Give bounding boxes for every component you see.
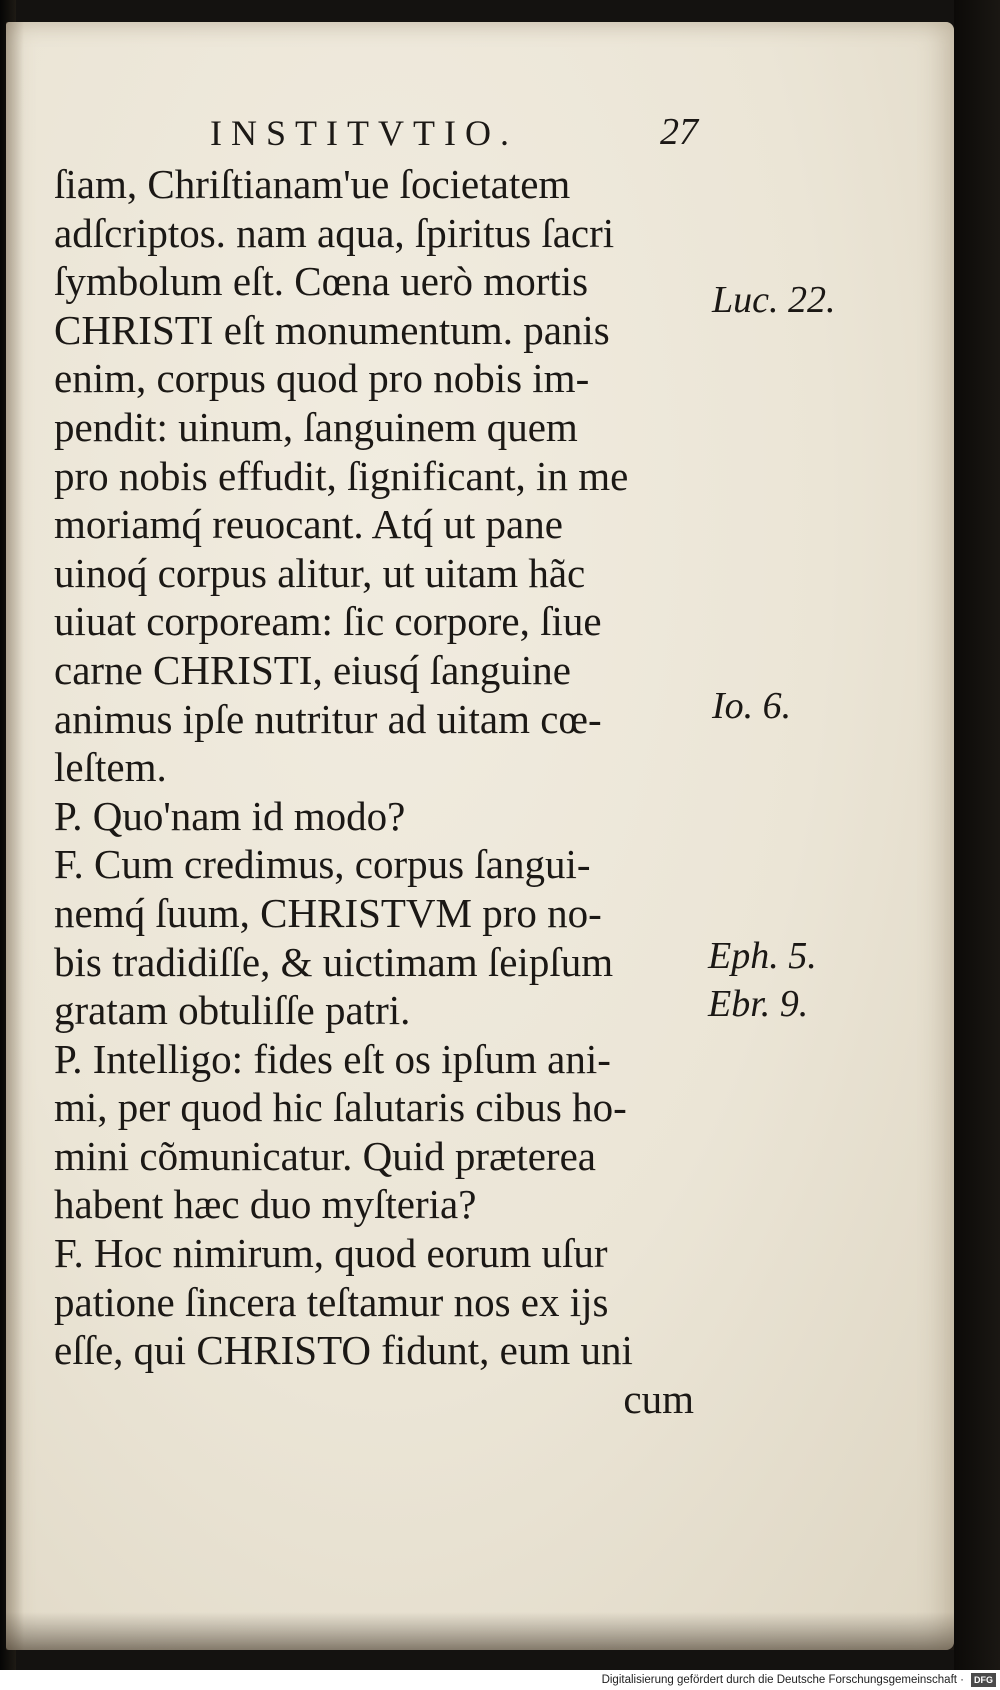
text-line: nemq́ ſuum, CHRISTVM pro no- [54,889,602,936]
text-line: gratam obtuliſſe patri. [54,987,411,1034]
dfg-logo: DFG [971,1673,996,1687]
text-line: uinoq́ corpus alitur, ut uitam hãc [54,549,586,596]
page-bottom-shadow [6,1612,954,1650]
text-line: bis tradidiſſe, & uictimam ſeipſum [54,938,614,985]
text-line: pendit: uinum, ſanguinem quem [54,403,578,450]
digitization-footer [0,1670,1000,1690]
text-line: animus ipſe nutritur ad uitam cœ- [54,695,602,742]
text-line: moriamq́ reuocant. Atq́ ut pane [54,501,563,548]
text-line: mi, per quod hic ſalutaris cibus ho- [54,1084,627,1131]
text-line: eſſe, qui CHRISTO fidunt, eum uni [54,1327,633,1374]
margin-note-eph: Eph. 5. [708,935,817,977]
text-line: habent hæc duo myſteria? [54,1181,477,1228]
text-line: ſymbolum eſt. Cœna uerò mortis [54,258,589,305]
page-header [190,112,710,160]
scan-right-edge [954,0,1000,1690]
text-line: carne CHRISTI, eiusq́ ſanguine [54,646,571,693]
text-line: F. Cum credimus, corpus ſangui- [54,841,591,888]
catchword: cum [623,1375,694,1422]
text-line: P. Quo'nam id modo? [54,792,406,839]
text-line: F. Hoc nimirum, quod eorum uſur [54,1230,608,1277]
text-line: uiuat corpoream: ſic corpore, ſiue [54,598,602,645]
page-spine-shadow [6,22,24,1650]
text-line: enim, corpus quod pro nobis im- [54,355,590,402]
text-line: adſcriptos. nam aqua, ſpiritus ſacri [54,209,615,256]
text-line: leſtem. [54,744,167,791]
margin-note-ebr: Ebr. 9. [708,983,809,1025]
page-number: 27 [660,111,698,153]
margin-note-io: Io. 6. [712,685,792,727]
running-title: INSTITVTIO. [210,113,518,153]
text-line: patione ſincera teſtamur nos ex ijs [54,1278,609,1325]
footer-credit: Digitalisierung gefördert durch die Deutsche Forschungsgemeinschaft · [601,1674,964,1686]
text-line: P. Intelligo: fides eſt os ipſum ani- [54,1035,611,1082]
body-text [54,160,694,1423]
text-line: mini cõmunicatur. Quid præterea [54,1132,596,1179]
text-line: CHRISTI eſt monumentum. panis [54,306,610,353]
text-line: ſiam, Chriſtianam'ue ſocietatem [54,161,571,207]
text-line: pro nobis effudit, ſignificant, in me [54,452,629,499]
margin-note-luc: Luc. 22. [712,279,836,321]
